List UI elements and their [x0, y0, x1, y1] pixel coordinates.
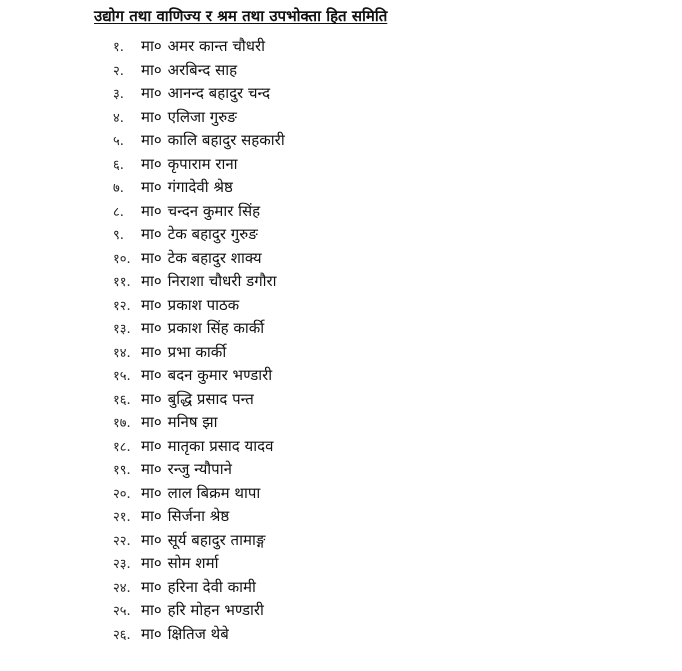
member-number: १. [113, 40, 124, 55]
member-number: २. [113, 63, 124, 79]
member-row [113, 389, 285, 413]
member-row [113, 412, 285, 436]
honorific-prefix: मा० [141, 131, 162, 149]
member-number: ३. [113, 87, 124, 102]
member-number: ९. [113, 228, 124, 243]
honorific-prefix: मा० [141, 624, 162, 643]
honorific-prefix: मा० [141, 507, 162, 525]
member-number: २५. [113, 604, 131, 619]
committee-title: उद्योग तथा वाणिज्य र श्रम तथा उपभोक्ता हित समिति [94, 7, 388, 25]
honorific-prefix: मा० [141, 436, 162, 455]
member-row [113, 506, 285, 530]
member-name: अरबिन्द साह [167, 60, 238, 79]
member-row [113, 577, 285, 601]
member-row [113, 318, 285, 342]
member-row [113, 483, 285, 507]
member-name: टेक बहादुर गुरुङ [167, 225, 258, 243]
member-number: १९. [113, 463, 131, 478]
member-name: मातृका प्रसाद यादव [167, 436, 274, 455]
member-name: रन्जु न्यौपाने [167, 460, 232, 478]
member-row [113, 295, 285, 319]
member-name: प्रभा कार्की [167, 342, 227, 361]
member-number: २०. [113, 486, 131, 502]
member-row [113, 130, 285, 154]
member-name: बदन कुमार भण्डारी [167, 366, 273, 384]
member-row [113, 342, 285, 366]
member-name: अमर कान्त चौधरी [167, 37, 265, 55]
member-name: हरिना देवी कामी [167, 577, 256, 596]
honorific-prefix: मा० [141, 295, 162, 314]
member-number: ५. [113, 134, 124, 149]
member-name: सोम शर्मा [167, 554, 219, 572]
member-row [113, 248, 285, 272]
member-number: ८. [113, 204, 124, 220]
member-row [113, 624, 285, 648]
member-number: १२. [113, 298, 131, 314]
member-row [113, 271, 285, 295]
honorific-prefix: मा० [141, 60, 162, 79]
member-name: प्रकाश पाठक [167, 295, 240, 314]
honorific-prefix: मा० [141, 530, 162, 549]
member-name: कालि बहादुर सहकारी [167, 131, 285, 149]
member-number: १८. [113, 439, 131, 455]
member-row [113, 107, 285, 131]
honorific-prefix: मा० [141, 178, 162, 196]
honorific-prefix: मा० [141, 225, 162, 243]
member-row [113, 530, 285, 554]
honorific-prefix: मा० [141, 342, 162, 361]
member-row [113, 365, 285, 389]
member-row [113, 83, 285, 107]
honorific-prefix: मा० [141, 483, 162, 502]
member-number: २३. [113, 557, 131, 572]
member-name: गंगादेवी श्रेष्ठ [167, 178, 233, 196]
honorific-prefix: मा० [141, 107, 162, 126]
honorific-prefix: मा० [141, 84, 162, 102]
honorific-prefix: मा० [141, 460, 162, 478]
member-number: १४. [113, 345, 131, 361]
member-number: १३. [113, 322, 131, 337]
member-number: ७. [113, 181, 124, 196]
member-number: ६. [113, 157, 124, 173]
honorific-prefix: मा० [141, 248, 162, 267]
member-name: सिर्जना श्रेष्ठ [167, 507, 230, 525]
member-row [113, 436, 285, 460]
member-number: २१. [113, 510, 131, 525]
member-name: निराशा चौधरी डगौरा [167, 272, 277, 290]
member-number: ४. [113, 110, 124, 126]
honorific-prefix: मा० [141, 554, 162, 572]
member-number: १०. [113, 251, 131, 267]
member-row [113, 201, 285, 225]
honorific-prefix: मा० [141, 272, 162, 290]
member-name: आनन्द बहादुर चन्द [167, 84, 271, 102]
member-name: बुद्धि प्रसाद पन्त [167, 389, 254, 408]
member-name: चन्दन कुमार सिंह [167, 201, 261, 220]
honorific-prefix: मा० [141, 201, 162, 220]
honorific-prefix: मा० [141, 577, 162, 596]
member-row [113, 60, 285, 84]
member-row [113, 459, 285, 483]
honorific-prefix: मा० [141, 319, 162, 337]
member-name: लाल बिक्रम थापा [167, 483, 261, 502]
honorific-prefix: मा० [141, 413, 162, 431]
member-name: हरि मोहन भण्डारी [167, 601, 264, 619]
member-row [113, 177, 285, 201]
member-name: मनिष झा [167, 413, 218, 431]
honorific-prefix: मा० [141, 601, 162, 619]
member-name: एलिजा गुरुङ [167, 107, 237, 126]
member-number: ११. [113, 275, 131, 290]
member-name: कृपाराम राना [167, 154, 238, 173]
member-number: २२. [113, 533, 131, 549]
member-number: २६. [113, 627, 131, 643]
member-list [113, 36, 285, 647]
member-name: सूर्य बहादुर तामाङ्ग [167, 530, 266, 549]
honorific-prefix: मा० [141, 154, 162, 173]
honorific-prefix: मा० [141, 366, 162, 384]
member-row [113, 36, 285, 60]
member-row [113, 224, 285, 248]
member-name: टेक बहादुर शाक्य [167, 248, 262, 267]
member-row [113, 600, 285, 624]
member-name: क्षितिज थेबे [167, 624, 229, 643]
member-row [113, 154, 285, 178]
honorific-prefix: मा० [141, 37, 162, 55]
member-number: १६. [113, 392, 131, 408]
member-number: २४. [113, 580, 131, 596]
member-name: प्रकाश सिंह कार्की [167, 319, 265, 337]
member-row [113, 553, 285, 577]
honorific-prefix: मा० [141, 389, 162, 408]
member-number: १७. [113, 416, 131, 431]
member-number: १५. [113, 369, 131, 384]
